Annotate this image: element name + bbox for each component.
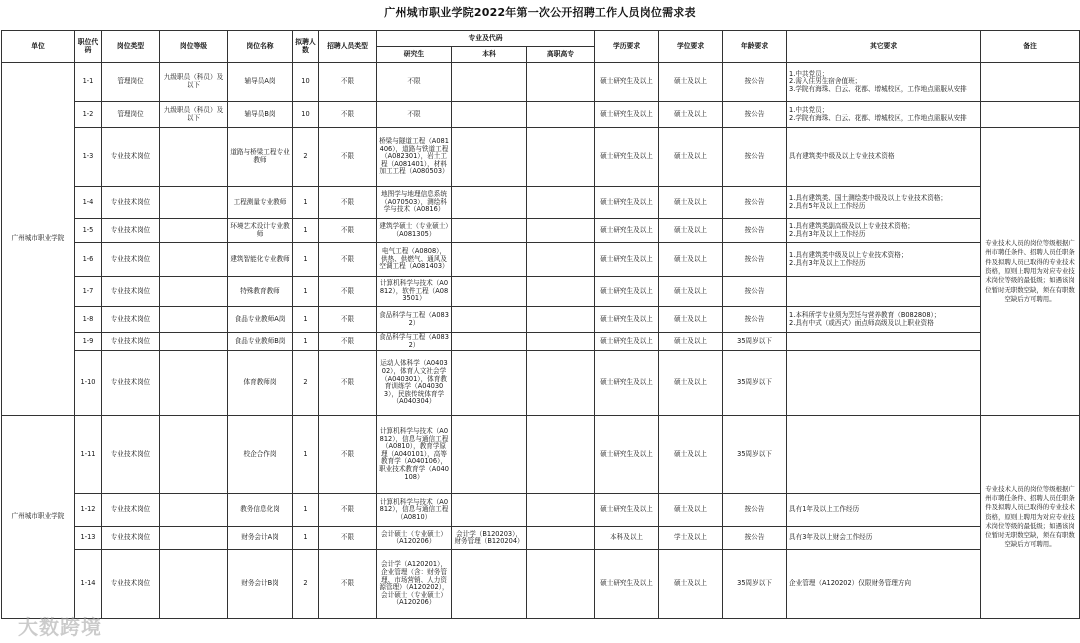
row-post-type: 专业技术岗位 <box>102 128 160 187</box>
row-degree: 硕士及以上 <box>659 128 723 187</box>
row-code: 1-12 <box>75 494 102 527</box>
row-code: 1-2 <box>75 102 102 128</box>
row-remark <box>981 102 1080 128</box>
row-count: 1 <box>293 219 319 243</box>
row-post-type: 专业技术岗位 <box>102 527 160 550</box>
row-graduate-major: 计算机科学与技术（A0812），信息与通信工程（A0810） <box>377 494 452 527</box>
row-education: 硕士研究生及以上 <box>595 219 659 243</box>
row-bachelor-major <box>452 416 527 494</box>
row-other: 具有1年及以上工作经历 <box>787 494 981 527</box>
row-post-name: 食品专业教师A岗 <box>228 307 293 333</box>
row-post-type: 专业技术岗位 <box>102 307 160 333</box>
row-bachelor-major <box>452 307 527 333</box>
header-bachelor: 本科 <box>452 47 527 63</box>
row-bachelor-major <box>452 243 527 277</box>
row-age: 按公告 <box>723 187 787 219</box>
table-row <box>2 351 1080 416</box>
row-education: 硕士研究生及以上 <box>595 102 659 128</box>
row-candidate-type: 不限 <box>319 243 377 277</box>
row-count: 1 <box>293 277 319 307</box>
row-post-name: 道路与桥梁工程专业教师 <box>228 128 293 187</box>
row-post-type: 专业技术岗位 <box>102 187 160 219</box>
document-title: 广州城市职业学院2022年第一次公开招聘工作人员岗位需求表 <box>384 6 696 19</box>
row-age: 按公告 <box>723 494 787 527</box>
row-code: 1-9 <box>75 333 102 351</box>
row-age: 按公告 <box>723 527 787 550</box>
row-other: 1.具有建筑类副高级及以上专业技术资格； 2.具有3年及以上工作经历 <box>787 219 981 243</box>
row-candidate-type: 不限 <box>319 187 377 219</box>
row-post-name: 建筑智能化专业教师 <box>228 243 293 277</box>
row-vocational-major <box>527 550 595 619</box>
table-row <box>2 63 1080 102</box>
row-other: 具有3年及以上财会工作经历 <box>787 527 981 550</box>
row-age: 35周岁以下 <box>723 416 787 494</box>
row-bachelor-major <box>452 351 527 416</box>
row-code: 1-11 <box>75 416 102 494</box>
header-other: 其它要求 <box>787 31 981 63</box>
row-post-type: 管理岗位 <box>102 63 160 102</box>
row-age: 35周岁以下 <box>723 550 787 619</box>
row-candidate-type: 不限 <box>319 494 377 527</box>
row-other <box>787 277 981 307</box>
row-candidate-type: 不限 <box>319 527 377 550</box>
row-education: 硕士研究生及以上 <box>595 351 659 416</box>
row-bachelor-major <box>452 494 527 527</box>
header-education: 学历要求 <box>595 31 659 63</box>
row-code: 1-13 <box>75 527 102 550</box>
row-post-name: 工程测量专业教师 <box>228 187 293 219</box>
row-degree: 硕士及以上 <box>659 102 723 128</box>
header-code: 职位代码 <box>75 31 102 63</box>
row-candidate-type: 不限 <box>319 351 377 416</box>
row-vocational-major <box>527 187 595 219</box>
table-row <box>2 307 1080 333</box>
header-unit: 单位 <box>2 31 75 63</box>
row-degree: 硕士及以上 <box>659 494 723 527</box>
row-count: 1 <box>293 527 319 550</box>
row-bachelor-major <box>452 550 527 619</box>
row-other <box>787 351 981 416</box>
row-count: 1 <box>293 243 319 277</box>
row-age: 35周岁以下 <box>723 351 787 416</box>
table-row <box>2 527 1080 550</box>
row-code: 1-3 <box>75 128 102 187</box>
row-vocational-major <box>527 128 595 187</box>
row-post-type: 专业技术岗位 <box>102 351 160 416</box>
row-vocational-major <box>527 219 595 243</box>
table-row <box>2 243 1080 277</box>
row-vocational-major <box>527 102 595 128</box>
row-age: 按公告 <box>723 102 787 128</box>
row-education: 硕士研究生及以上 <box>595 277 659 307</box>
row-remark <box>981 63 1080 102</box>
row-post-type: 专业技术岗位 <box>102 333 160 351</box>
row-count: 1 <box>293 307 319 333</box>
header-count: 拟聘人数 <box>293 31 319 63</box>
row-remark: 专业技术人员的岗位等级根据广州市聘任条件、招聘人员任职条件及拟聘人员已取得的专业技术资格，原则上聘用为对应专业技术岗位等级的最低级；如遇该岗位暂时无职数空缺，须在有职数空缺后方可聘用。 <box>981 416 1080 619</box>
row-code: 1-7 <box>75 277 102 307</box>
row-other: 1.具有建筑类、国土测绘类中级及以上专业技术资格； 2.具有5年及以上工作经历 <box>787 187 981 219</box>
row-graduate-major: 运动人体科学（A040302），体育人文社会学（A040301），体育教育训练学（A040303），民族传统体育学（A040304） <box>377 351 452 416</box>
row-post-grade: 九级职员（科员）及以下 <box>160 63 228 102</box>
row-count: 1 <box>293 494 319 527</box>
row-candidate-type: 不限 <box>319 63 377 102</box>
row-education: 硕士研究生及以上 <box>595 494 659 527</box>
table-row <box>2 102 1080 128</box>
row-post-name: 环境艺术设计专业教师 <box>228 219 293 243</box>
row-code: 1-8 <box>75 307 102 333</box>
row-degree: 硕士及以上 <box>659 550 723 619</box>
row-age: 按公告 <box>723 243 787 277</box>
row-degree: 硕士及以上 <box>659 351 723 416</box>
row-code: 1-14 <box>75 550 102 619</box>
row-vocational-major <box>527 351 595 416</box>
row-education: 硕士研究生及以上 <box>595 63 659 102</box>
row-post-type: 专业技术岗位 <box>102 277 160 307</box>
table-row <box>2 494 1080 527</box>
row-graduate-major: 桥梁与隧道工程（A081406），道路与铁道工程（A082301），岩土工程（A081401），材料加工工程（A080503） <box>377 128 452 187</box>
row-other <box>787 416 981 494</box>
header-candidate-type: 招聘人员类型 <box>319 31 377 63</box>
row-age: 按公告 <box>723 277 787 307</box>
header-post-grade: 岗位等级 <box>160 31 228 63</box>
row-post-name: 财务会计B岗 <box>228 550 293 619</box>
row-age: 按公告 <box>723 307 787 333</box>
row-other: 1.本科所学专业须为烹饪与营养教育（B082808）； 2.具有中式（或西式）面点师高级及以上职业资格 <box>787 307 981 333</box>
job-requirements-table <box>1 30 1080 619</box>
row-candidate-type: 不限 <box>319 550 377 619</box>
row-post-grade <box>160 527 228 550</box>
row-education: 硕士研究生及以上 <box>595 550 659 619</box>
row-age: 按公告 <box>723 63 787 102</box>
row-age: 35周岁以下 <box>723 333 787 351</box>
row-bachelor-major <box>452 333 527 351</box>
row-post-grade <box>160 550 228 619</box>
header-post-type: 岗位类型 <box>102 31 160 63</box>
row-candidate-type: 不限 <box>319 277 377 307</box>
row-bachelor-major <box>452 277 527 307</box>
header-vocational: 高职高专 <box>527 47 595 63</box>
row-candidate-type: 不限 <box>319 333 377 351</box>
row-post-name: 特殊教育教师 <box>228 277 293 307</box>
row-count: 1 <box>293 333 319 351</box>
row-graduate-major: 计算机科学与技术（A0812），软件工程（A083501） <box>377 277 452 307</box>
row-post-name: 教务信息化岗 <box>228 494 293 527</box>
row-other: 具有建筑类中级及以上专业技术资格 <box>787 128 981 187</box>
row-degree: 硕士及以上 <box>659 243 723 277</box>
header-major: 专业及代码 <box>377 31 595 47</box>
row-education: 硕士研究生及以上 <box>595 187 659 219</box>
row-post-name: 体育教师岗 <box>228 351 293 416</box>
table-row <box>2 333 1080 351</box>
row-post-grade <box>160 416 228 494</box>
row-vocational-major <box>527 333 595 351</box>
row-vocational-major <box>527 277 595 307</box>
row-bachelor-major <box>452 102 527 128</box>
row-degree: 硕士及以上 <box>659 416 723 494</box>
row-bachelor-major <box>452 128 527 187</box>
row-education: 硕士研究生及以上 <box>595 243 659 277</box>
row-degree: 硕士及以上 <box>659 219 723 243</box>
row-count: 2 <box>293 128 319 187</box>
table-row <box>2 128 1080 187</box>
row-vocational-major <box>527 527 595 550</box>
row-post-grade <box>160 219 228 243</box>
row-graduate-major: 会计硕士（专业硕士）（A120206） <box>377 527 452 550</box>
table-row <box>2 187 1080 219</box>
row-degree: 硕士及以上 <box>659 277 723 307</box>
row-education: 本科及以上 <box>595 527 659 550</box>
row-count: 2 <box>293 351 319 416</box>
row-code: 1-4 <box>75 187 102 219</box>
header-post-name: 岗位名称 <box>228 31 293 63</box>
row-degree: 硕士及以上 <box>659 307 723 333</box>
row-code: 1-10 <box>75 351 102 416</box>
row-vocational-major <box>527 243 595 277</box>
row-other: 1.中共党员； 2.学院有海珠、白云、花都、增城校区，工作地点需服从安排 <box>787 102 981 128</box>
row-count: 2 <box>293 550 319 619</box>
row-post-name: 辅导员A岗 <box>228 63 293 102</box>
row-vocational-major <box>527 63 595 102</box>
row-post-type: 专业技术岗位 <box>102 416 160 494</box>
row-graduate-major: 不限 <box>377 102 452 128</box>
row-vocational-major <box>527 494 595 527</box>
row-post-type: 专业技术岗位 <box>102 494 160 527</box>
row-age: 按公告 <box>723 128 787 187</box>
row-education: 硕士研究生及以上 <box>595 416 659 494</box>
row-graduate-major: 会计学（A120201），企业管理（含：财务管理、市场营销、人力资源管理）（A120202），会计硕士（专业硕士）（A120206） <box>377 550 452 619</box>
row-candidate-type: 不限 <box>319 416 377 494</box>
row-post-name: 财务会计A岗 <box>228 527 293 550</box>
row-graduate-major: 食品科学与工程（A0832） <box>377 333 452 351</box>
row-graduate-major: 电气工程（A0808），供热、供燃气、通风及空调工程（A081403） <box>377 243 452 277</box>
header-graduate: 研究生 <box>377 47 452 63</box>
row-post-grade <box>160 494 228 527</box>
row-code: 1-5 <box>75 219 102 243</box>
row-candidate-type: 不限 <box>319 307 377 333</box>
row-post-name: 食品专业教师B岗 <box>228 333 293 351</box>
row-count: 10 <box>293 102 319 128</box>
row-post-grade <box>160 128 228 187</box>
row-post-grade <box>160 351 228 416</box>
watermark: 大数跨境 <box>18 615 102 639</box>
row-count: 1 <box>293 416 319 494</box>
row-post-grade <box>160 243 228 277</box>
row-post-grade: 九级职员（科员）及以下 <box>160 102 228 128</box>
row-other: 1.中共党员； 2.需入住男生宿舍值班； 3.学院有海珠、白云、花都、增城校区，工作地点需服从安排 <box>787 63 981 102</box>
row-graduate-major: 地图学与地理信息系统（A070503），测绘科学与技术（A0816） <box>377 187 452 219</box>
row-degree: 硕士及以上 <box>659 63 723 102</box>
row-age: 按公告 <box>723 219 787 243</box>
row-education: 硕士研究生及以上 <box>595 307 659 333</box>
row-graduate-major: 不限 <box>377 63 452 102</box>
row-graduate-major: 计算机科学与技术（A0812），信息与通信工程（A0810），教育学原理（A040101），高等教育学（A040106），职业技术教育学（A040108） <box>377 416 452 494</box>
row-post-name: 校企合作岗 <box>228 416 293 494</box>
row-degree: 硕士及以上 <box>659 187 723 219</box>
header-age: 年龄要求 <box>723 31 787 63</box>
row-candidate-type: 不限 <box>319 102 377 128</box>
row-code: 1-1 <box>75 63 102 102</box>
row-count: 10 <box>293 63 319 102</box>
row-post-grade <box>160 187 228 219</box>
row-post-name: 辅导员B岗 <box>228 102 293 128</box>
row-post-grade <box>160 277 228 307</box>
row-degree: 硕士及以上 <box>659 333 723 351</box>
row-unit: 广州城市职业学院 <box>2 63 75 416</box>
row-education: 硕士研究生及以上 <box>595 333 659 351</box>
row-bachelor-major <box>452 187 527 219</box>
row-other: 企业管理（A120202）仅限财务管理方向 <box>787 550 981 619</box>
row-code: 1-6 <box>75 243 102 277</box>
row-candidate-type: 不限 <box>319 219 377 243</box>
row-education: 硕士研究生及以上 <box>595 128 659 187</box>
header-degree: 学位要求 <box>659 31 723 63</box>
row-graduate-major: 建筑学硕士（专业硕士）（A081305） <box>377 219 452 243</box>
table-row <box>2 550 1080 619</box>
row-post-grade <box>160 307 228 333</box>
row-other <box>787 333 981 351</box>
row-vocational-major <box>527 307 595 333</box>
row-bachelor-major: 会计学（B120203），财务管理（B120204） <box>452 527 527 550</box>
table-row <box>2 277 1080 307</box>
row-unit: 广州城市职业学院 <box>2 416 75 619</box>
table-row <box>2 219 1080 243</box>
table-body <box>2 63 1080 619</box>
row-vocational-major <box>527 416 595 494</box>
row-post-grade <box>160 333 228 351</box>
header-remark: 备注 <box>981 31 1080 63</box>
row-bachelor-major <box>452 63 527 102</box>
row-candidate-type: 不限 <box>319 128 377 187</box>
table-row <box>2 416 1080 494</box>
row-post-type: 管理岗位 <box>102 102 160 128</box>
row-post-type: 专业技术岗位 <box>102 550 160 619</box>
row-graduate-major: 食品科学与工程（A0832） <box>377 307 452 333</box>
row-other: 1.具有建筑类中级及以上专业技术资格； 2.具有3年及以上工作经历 <box>787 243 981 277</box>
row-degree: 学士及以上 <box>659 527 723 550</box>
row-count: 1 <box>293 187 319 219</box>
row-bachelor-major <box>452 219 527 243</box>
row-post-type: 专业技术岗位 <box>102 219 160 243</box>
row-post-type: 专业技术岗位 <box>102 243 160 277</box>
row-remark: 专业技术人员的岗位等级根据广州市聘任条件、招聘人员任职条件及拟聘人员已取得的专业技术资格，原则上聘用为对应专业技术岗位等级的最低级；如遇该岗位暂时无职数空缺，须在有职数空缺后方可聘用。 <box>981 128 1080 416</box>
